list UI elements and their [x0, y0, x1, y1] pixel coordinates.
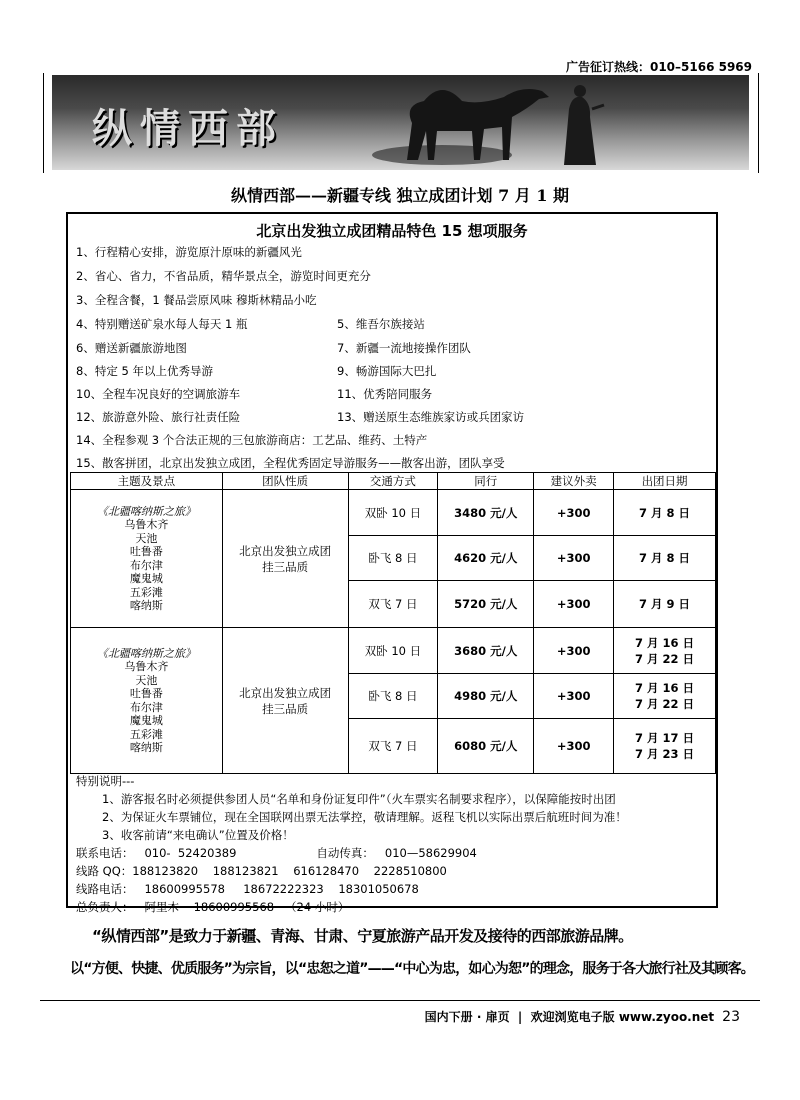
feature-item: 12、旅游意外险、旅行社责任险 [76, 410, 241, 424]
transport-cell: 卧飞 8 日 [348, 674, 438, 719]
date-line: 7 月 22 日 [635, 697, 695, 711]
banner-title: 纵情西部 [92, 105, 284, 152]
contact-phone: 联系电话： 010- 52420389 [76, 846, 237, 860]
team-quality: 挂三品质 [262, 559, 309, 574]
team-type: 北京出发独立成团 [239, 543, 332, 558]
route-stop: 乌鲁木齐 [124, 660, 169, 673]
date-cell [614, 719, 716, 774]
special-notes [76, 772, 627, 916]
ad-hotline: 广告征订热线：010–5166 5969 [565, 60, 752, 74]
feature-item: 4、特别赠送矿泉水每人每天 1 瓶 [76, 317, 248, 331]
team-cell [222, 490, 348, 628]
feature-item: 6、赠送新疆旅游地图 [76, 341, 187, 355]
date-line: 7 月 17 日 [635, 731, 695, 745]
page-footer-text: 国内下册 · 扉页 | 欢迎浏览电子版 www.zyoo.net [424, 1010, 715, 1024]
date-cell [614, 581, 716, 628]
route-stop: 五彩滩 [129, 585, 163, 599]
suggest-cell: +300 [534, 490, 614, 536]
feature-item: 1、行程精心安排，游览原汁原味的新疆风光 [76, 245, 302, 259]
feature-item: 15、散客拼团，北京出发独立成团，全程优秀固定导游服务——散客出游，团队享受 [76, 456, 505, 470]
feature-item: 10、全程车况良好的空调旅游车 [76, 387, 241, 401]
route-stop: 布尔津 [129, 700, 163, 714]
team-quality: 挂三品质 [262, 701, 309, 716]
page-footer [425, 1008, 740, 1025]
price-cell: 4980 元/人 [438, 674, 534, 719]
route-stop: 五彩滩 [129, 727, 163, 741]
team-type: 北京出发独立成团 [239, 685, 332, 700]
feature-item: 5、维吾尔族接站 [337, 317, 425, 331]
feature-item: 9、畅游国际大巴扎 [337, 364, 437, 378]
price-cell: 5720 元/人 [438, 581, 534, 628]
date-cell [614, 628, 716, 674]
route-cell [71, 490, 223, 628]
note-item: 2、为保证火车票铺位，现在全国联网出票无法掌控，敬请理解。返程飞机以实际出票后航班时间为准！ [102, 810, 627, 824]
table-row [71, 490, 716, 536]
footer-divider [40, 1000, 760, 1001]
date-line: 7 月 8 日 [639, 551, 691, 565]
column-header: 交通方式 [348, 473, 438, 490]
date-cell [614, 536, 716, 581]
date-line: 7 月 9 日 [639, 597, 691, 611]
route-stop: 天池 [135, 531, 158, 545]
column-header: 出团日期 [614, 473, 716, 490]
date-line: 7 月 22 日 [635, 651, 695, 666]
route-stop: 天池 [135, 673, 158, 687]
feature-item: 7、新疆一流地接操作团队 [337, 341, 471, 355]
date-line: 7 月 16 日 [635, 635, 695, 650]
price-cell: 3480 元/人 [438, 490, 534, 536]
route-stop: 魔鬼城 [129, 572, 163, 585]
transport-cell: 双飞 7 日 [348, 581, 438, 628]
table-row [71, 628, 716, 674]
brand-slogan-1: “纵情西部”是致力于新疆、青海、甘肃、宁夏旅游产品开发及接待的西部旅游品牌。 [92, 927, 633, 945]
page-number: 23 [722, 1009, 740, 1025]
features-title: 北京出发独立成团精品特色 15 想项服务 [256, 222, 528, 240]
date-line: 7 月 16 日 [635, 681, 695, 695]
suggest-cell: +300 [534, 628, 614, 674]
note-item: 3、收客前请“来电确认”位置及价格！ [102, 828, 294, 842]
suggest-cell: +300 [534, 581, 614, 628]
route-stop: 喀纳斯 [129, 741, 163, 754]
column-header: 同行 [438, 473, 534, 490]
price-cell: 3680 元/人 [438, 628, 534, 674]
contact-line-phone: 线路电话： 18600995578 18672222323 18301050678 [76, 882, 419, 896]
date-cell [614, 674, 716, 719]
date-cell [614, 490, 716, 536]
route-stop: 吐鲁番 [129, 687, 163, 700]
transport-cell: 双飞 7 日 [348, 719, 438, 774]
route-stop: 喀纳斯 [129, 599, 163, 612]
brand-slogan-2: 以“方便、快捷、优质服务”为宗旨，以“忠恕之道”——“中心为忠，如心为恕”的理念，服务于各大旅行社及其顾客。 [70, 961, 755, 977]
column-header: 团队性质 [222, 473, 348, 490]
route-stop: 布尔津 [129, 558, 163, 572]
route-cell [71, 628, 223, 774]
table-header-row [71, 473, 716, 490]
camel-silhouette-icon [52, 75, 749, 170]
transport-cell: 双卧 10 日 [348, 628, 438, 674]
column-header: 建议外卖 [534, 473, 614, 490]
feature-item: 8、特定 5 年以上优秀导游 [76, 364, 213, 378]
route-title: 《北疆喀纳斯之旅》 [96, 504, 196, 518]
contact-manager: 总负责人： 阿里木 18600995568 （24 小时） [76, 900, 350, 914]
transport-cell: 卧飞 8 日 [348, 536, 438, 581]
banner-image [52, 75, 749, 170]
feature-item: 13、赠送原生态维族家访或兵团家访 [337, 410, 525, 424]
route-stop: 乌鲁木齐 [124, 518, 169, 531]
notes-title: 特别说明--- [76, 774, 135, 788]
contact-qq: 线路 QQ：188123820 188123821 616128470 2228510800 [76, 864, 447, 878]
transport-cell: 双卧 10 日 [348, 490, 438, 536]
date-line: 7 月 8 日 [639, 505, 691, 520]
feature-item: 2、省心、省力，不省品质，精华景点全，游览时间更充分 [76, 269, 371, 283]
date-line: 7 月 23 日 [635, 747, 695, 761]
contact-fax: 自动传真： 010—58629904 [316, 846, 477, 860]
feature-item: 14、全程参观 3 个合法正规的三包旅游商店：工艺品、维药、土特产 [76, 433, 428, 447]
feature-item: 11、优秀陪同服务 [337, 387, 433, 401]
suggest-cell: +300 [534, 674, 614, 719]
price-cell: 4620 元/人 [438, 536, 534, 581]
contact-line [76, 844, 627, 862]
route-stop: 魔鬼城 [129, 714, 163, 727]
suggest-cell: +300 [534, 536, 614, 581]
team-cell [222, 628, 348, 774]
feature-item: 3、全程含餐，1 餐品尝原风味 穆斯林精品小吃 [76, 293, 317, 307]
price-cell: 6080 元/人 [438, 719, 534, 774]
route-title: 《北疆喀纳斯之旅》 [96, 646, 196, 660]
note-item: 1、游客报名时必须提供参团人员“名单和身份证复印件”（火车票实名制要求程序），以保障能按时出团 [102, 792, 616, 806]
column-header: 主题及景点 [71, 473, 223, 490]
route-stop: 吐鲁番 [129, 545, 163, 558]
tour-table [70, 472, 716, 774]
page-subheading: 纵情西部——新疆专线 独立成团计划 7 月 1 期 [230, 186, 570, 205]
suggest-cell: +300 [534, 719, 614, 774]
